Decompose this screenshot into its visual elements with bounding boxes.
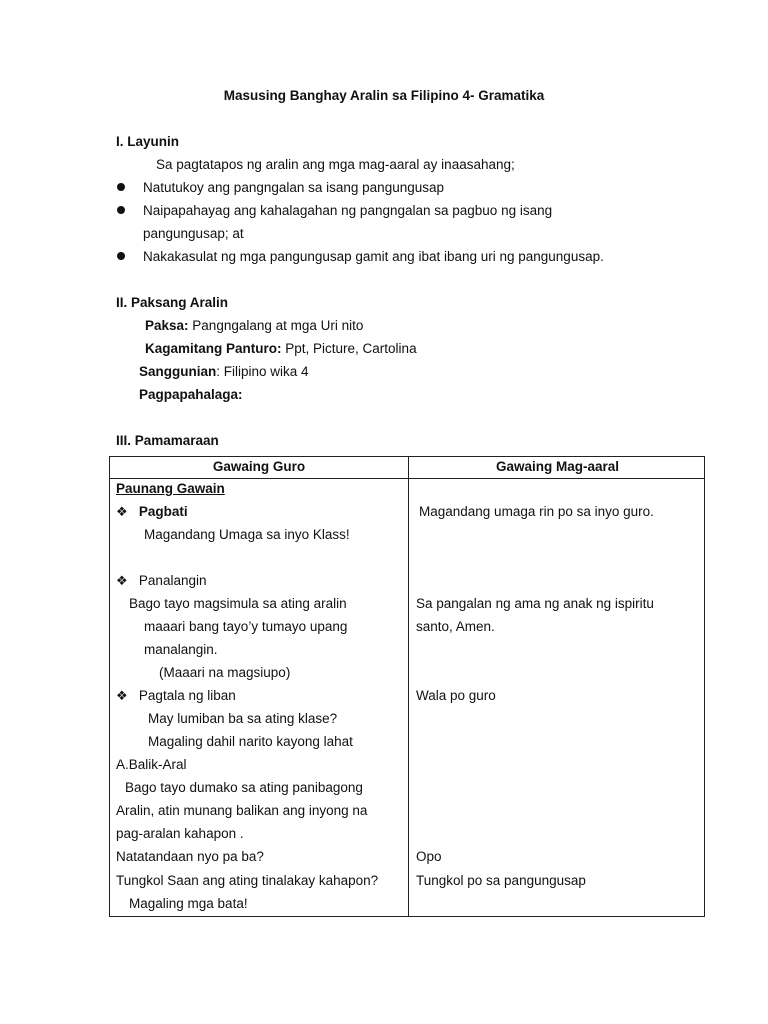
panalangin-row [116,572,206,590]
pagtala-label: Pagtala ng liban [138,688,236,703]
document-title: Masusing Banghay Aralin sa Filipino 4- Gramatika [223,88,545,103]
pagtala-row [116,687,236,705]
paksang-aralin-heading: II. Paksang Aralin [116,295,229,310]
sanggunian-label: Sanggunian [139,364,217,379]
header-divider [110,478,704,479]
balik-aral-label: A.Balik-Aral [116,757,187,772]
panalangin-label: Panalangin [138,573,207,588]
panalangin-line-1: Bago tayo magsimula sa ating aralin [129,596,347,611]
kagamitan-line [145,340,417,358]
pagbati-text: Magandang Umaga sa inyo Klass! [144,527,350,542]
column-header-magaaral: Gawaing Mag-aaral [495,459,620,474]
paksa-label: Paksa: [145,318,189,333]
tungkol-sagot: Tungkol po sa pangungusap [416,873,586,888]
panalangin-sagot-2: santo, Amen. [416,619,495,634]
sanggunian-value: : Filipino wika 4 [216,364,309,379]
paksa-value: Pangngalang at mga Uri nito [188,318,364,333]
pagtala-line-1: May lumiban ba sa ating klase? [148,711,338,726]
opo-sagot: Opo [416,849,442,864]
diamond-outline-bullet-icon: ❖ [116,688,128,703]
tanong-line-1: Natatandaan nyo pa ba? [116,849,264,864]
kagamitan-value: Ppt, Picture, Cartolina [281,341,417,356]
pagtala-line-2: Magaling dahil narito kayong lahat [148,734,353,749]
column-divider [408,457,409,916]
pagbati-row [116,503,188,521]
diamond-outline-bullet-icon: ❖ [116,573,128,588]
layunin-item-2: Naipapahayag ang kahalagahan ng pangngalan sa pagbuo ng isang [143,203,553,218]
pagpapahalaga-colon: : [238,387,243,402]
tanong-line-2: Tungkol Saan ang ating tinalakay kahapon? [116,873,379,888]
paksa-line [145,317,363,335]
pagpapahalaga-line [139,386,243,404]
layunin-item-3: Nakakasulat ng mga pangungusap gamit ang ibat ibang uri ng pangungusap. [143,249,604,264]
panalangin-line-3: manalangin. [144,642,218,657]
column-header-guro: Gawaing Guro [212,459,306,474]
magaling-line: Magaling mga bata! [129,896,248,911]
pagpapahalaga-label: Pagpapahalaga [139,387,239,402]
balik-aral-line-1: Bago tayo dumako sa ating panibagong [125,780,363,795]
diamond-bullet-icon: ❖ [116,504,128,519]
pamamaraan-table [109,456,705,917]
layunin-intro: Sa pagtatapos ng aralin ang mga mag-aaral ay inaasahang; [156,157,515,172]
panalangin-line-4: (Maaari na magsiupo) [159,665,291,680]
balik-aral-line-3: pag-aralan kahapon . [116,826,244,841]
pagbati-label: Pagbati [138,504,188,519]
sanggunian-line [139,363,309,381]
liban-sagot: Wala po guro [416,688,496,703]
layunin-item-2-cont: pangungusap; at [143,226,244,241]
balik-aral-line-2: Aralin, atin munang balikan ang inyong na [116,803,368,818]
bullet-icon [117,183,125,191]
kagamitan-label: Kagamitang Panturo: [145,341,282,356]
bullet-icon [117,252,125,260]
layunin-heading: I. Layunin [116,134,180,149]
bullet-icon [117,206,125,214]
panalangin-line-2: maaari bang tayo’y tumayo upang [144,619,348,634]
panalangin-sagot-1: Sa pangalan ng ama ng anak ng ispiritu [416,596,654,611]
paunang-gawain-label: Paunang Gawain [116,481,225,496]
layunin-item-1: Natutukoy ang pangngalan sa isang pangungusap [143,180,444,195]
pagbati-sagot: Magandang umaga rin po sa inyo guro. [419,504,654,519]
pamamaraan-heading: III. Pamamaraan [116,433,219,448]
